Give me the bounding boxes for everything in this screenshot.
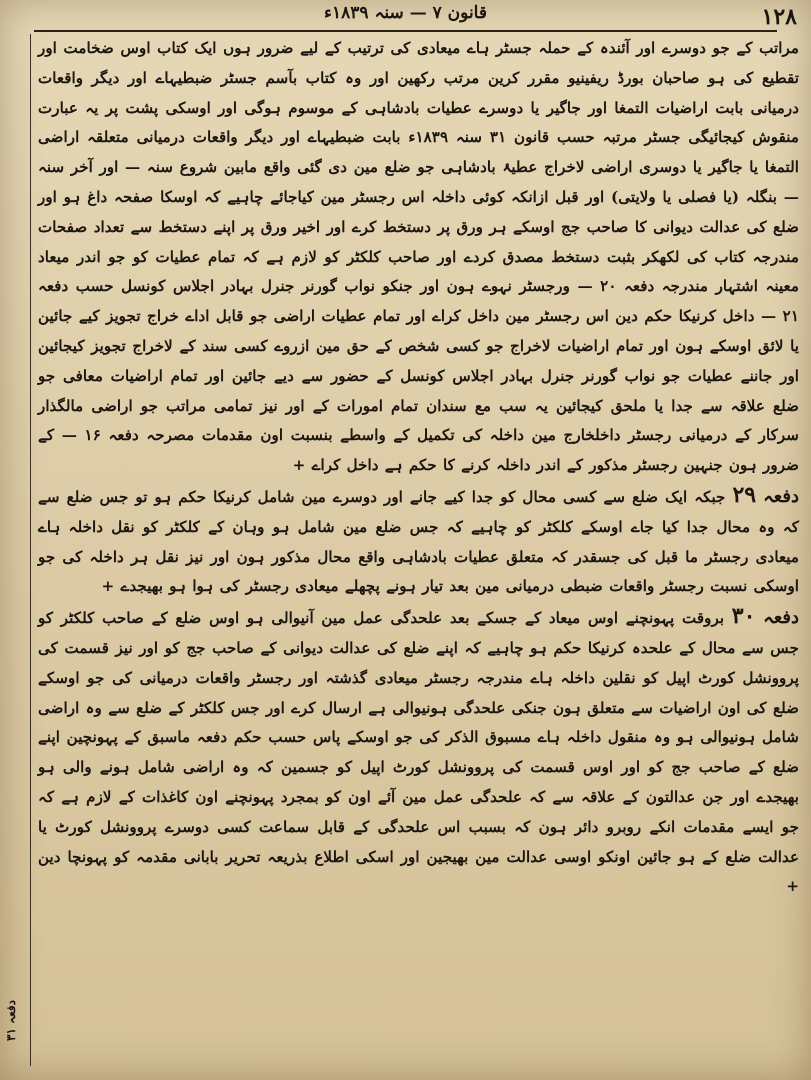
section-29 [38,481,799,602]
section-end-mark: + [101,577,115,596]
header-rule [34,30,777,32]
section-label: دفعہ [763,607,799,629]
section-30 [38,602,799,902]
body-text [38,34,799,1072]
section-number: ۳۰ [731,603,756,630]
section-text: جبکہ ایک ضلع سے کسی محال کو جدا کیے جانے اور دوسرے مین شامل کرنیکا حکم ہو تو جس ضلع سے کہ وہ محال جدا کیا جاے اوسکے کلکٹر کو چاہیے کہ جس ضلع مین شامل ہو وہان کے کلکٹر کو نقل داخلہ ہاے میعادی رجسٹر ما قبل کی جسقدر کہ متعلق عطیات بادشاہی واقع محال مذکور ہون اور نیز نقل ہر داخلہ کی جو اوسکی نسبت رجسٹر واقعات ضبطی درمیانی مین بعد تیار ہونے پچھلے میعادی رجسٹر کی ہوا ہو بھیجدے [38,487,799,596]
section-number: ۲۹ [732,481,757,508]
margin-note: دفعہ ۳۱ [4,1000,18,1041]
paragraph-text: مراتب کے جو دوسرے اور آئندہ کے حملہ جسٹر ہاے میعادی کی ترتیب کے لیے ضرور ہوں ایک کتاب اوس ضخامت اور تقطیع کی ہو صاحبان بورڈ ریفینیو مقرر کرین مرتب رکھین اور وہ کتاب بآسم جسٹر ضبطیہاے اور دیگر واقعات درمیانی بابت اراضیات التمغا اور جاگیر یا دوسرے عطیات بادشاہی کے موسوم ہوگی اور اوسکی پشت پر یہ عبارت منقوش کیجائیگی جسٹر مرتبہ حسب قانون ۳۱ سنہ ۱۸۳۹ء بابت ضبطیہاے اور دیگر واقعات درمیانی متعلقہ اراضی التمغا یا جاگیر یا دوسری اراضی لاخراج عطیۂ بادشاہی جو ضلع مین دی گئی واقع مابین شروع سنہ — اور آخر سنہ — بنگلہ (یا فصلی یا ولایتی) اور قبل ازانکہ کوئی داخلہ اس رجسٹر مین کیاجائے چاہیے کہ اوسکا صفحہ داغ ہو اور ضلع کی عدالت دیوانی کا صاحب جج اوسکے ہر ورق پر دستخط کرے اور اخیر ورق پر اپنے دستخط سے تعداد صفحات مندرجہ کتاب کی لکھکر بثبت دستخط مصدق کردے اور صاحب کلکٹر کو لازم ہے کہ تمام عطیات کو جو اندر میعاد معینہ اشتہار مندرجہ دفعہ ۲۰ — ورجسٹر نہوے ہون اور جنکو نواب گورنر جنرل بہادر اجلاس کونسل حسب دفعہ ۲۱ — داخل کرنیکا حکم دین اس رجسٹر مین داخل کراے اور تمام عطیات اراضی جو قابل اداے خراج تجویز کیے جائین یا لائق اوسکے ہون اور تمام اراضیات لاخراج جو کسی شخص کے حق مین ازروے کسی سند کے لاخراج تجویز کیجائین اور جاننے عطیات جو نواب گورنر جنرل بہادر اجلاس کونسل کے حضور سے دیے جائین اور تمام اراضیات معافی جو ضلع علاقہ سے جدا یا ملحق کیجائین یہ سب مع سندان تمام امورات کے اور نیز تمامی مراتب جو اراضی مالگذار سرکار کے درمیانی رجسٹر داخلخارج مین داخلہ کی تکمیل کے واسطے بنسبت اون مقدمات مصرحہ دفعہ ۱۶ — کے ضرور ہون جنہین رجسٹر مذکور کے اندر داخلہ کرنے کا حکم ہے داخل کراے [38,39,799,475]
page-number: ۱۲۸ [761,4,797,30]
section-end-mark: + [786,877,799,896]
section-label: دفعہ [763,485,799,507]
section-end-mark: + [292,456,306,475]
margin-rule [30,34,31,1066]
section-text: بروقت پہونچنے اوس میعاد کے جسکے بعد علحدگی عمل مین آنیوالی ہو اوس ضلع کے صاحب کلکٹر کو جس سے محال کے علحدہ کرنیکا حکم ہو چاہیے کہ اپنے ضلع کی عدالت دیوانی کے صاحب جج کو اور نیز قسمت کی پروونشل کورٹ اپیل کو نقلین داخلہ ہاے مندرجہ رجسٹر میعادی گذشتہ اور رجسٹر واقعات درمیانی کی جو اوسکے ضلع کی اون اراضیات سے متعلق ہون جنکی علحدگی ہونیوالی ہے ارسال کرے اور جس کلکٹر کے ضلع سے وہ اراضی شامل ہونیوالی ہو وہ منقول داخلہ ہاے مسبوق الذکر کی جو اوسکے پاس حسب حکم دفعہ ماسبق کے پہونچین اپنے ضلع کے صاحب جج کو اور اوس قسمت کی پروونشل کورٹ اپیل کو جسمین کہ وہ اراضی شامل ہونے والی ہو بھیجدے اور جن عدالتون کے علاقہ سے کہ علحدگی عمل مین آئے اون کو بمجرد پہونچنے اون کاغذات کے لازم ہے کہ جو ایسے مقدمات انکے روبرو دائر ہون کہ بسبب اس علحدگی کے قابل سماعت کسی دوسرے پروونشل کورٹ یا عدالت ضلع کے ہو جائین اونکو اوسی عدالت مین بھیجین اور اسکی اطلاع بذریعہ تحریر بابانی مقدمہ کو پہونچا دین [38,609,799,866]
running-head: قانون ۷ — سنہ ۱۸۳۹ء [324,3,487,23]
paragraph-continuation [38,34,799,481]
